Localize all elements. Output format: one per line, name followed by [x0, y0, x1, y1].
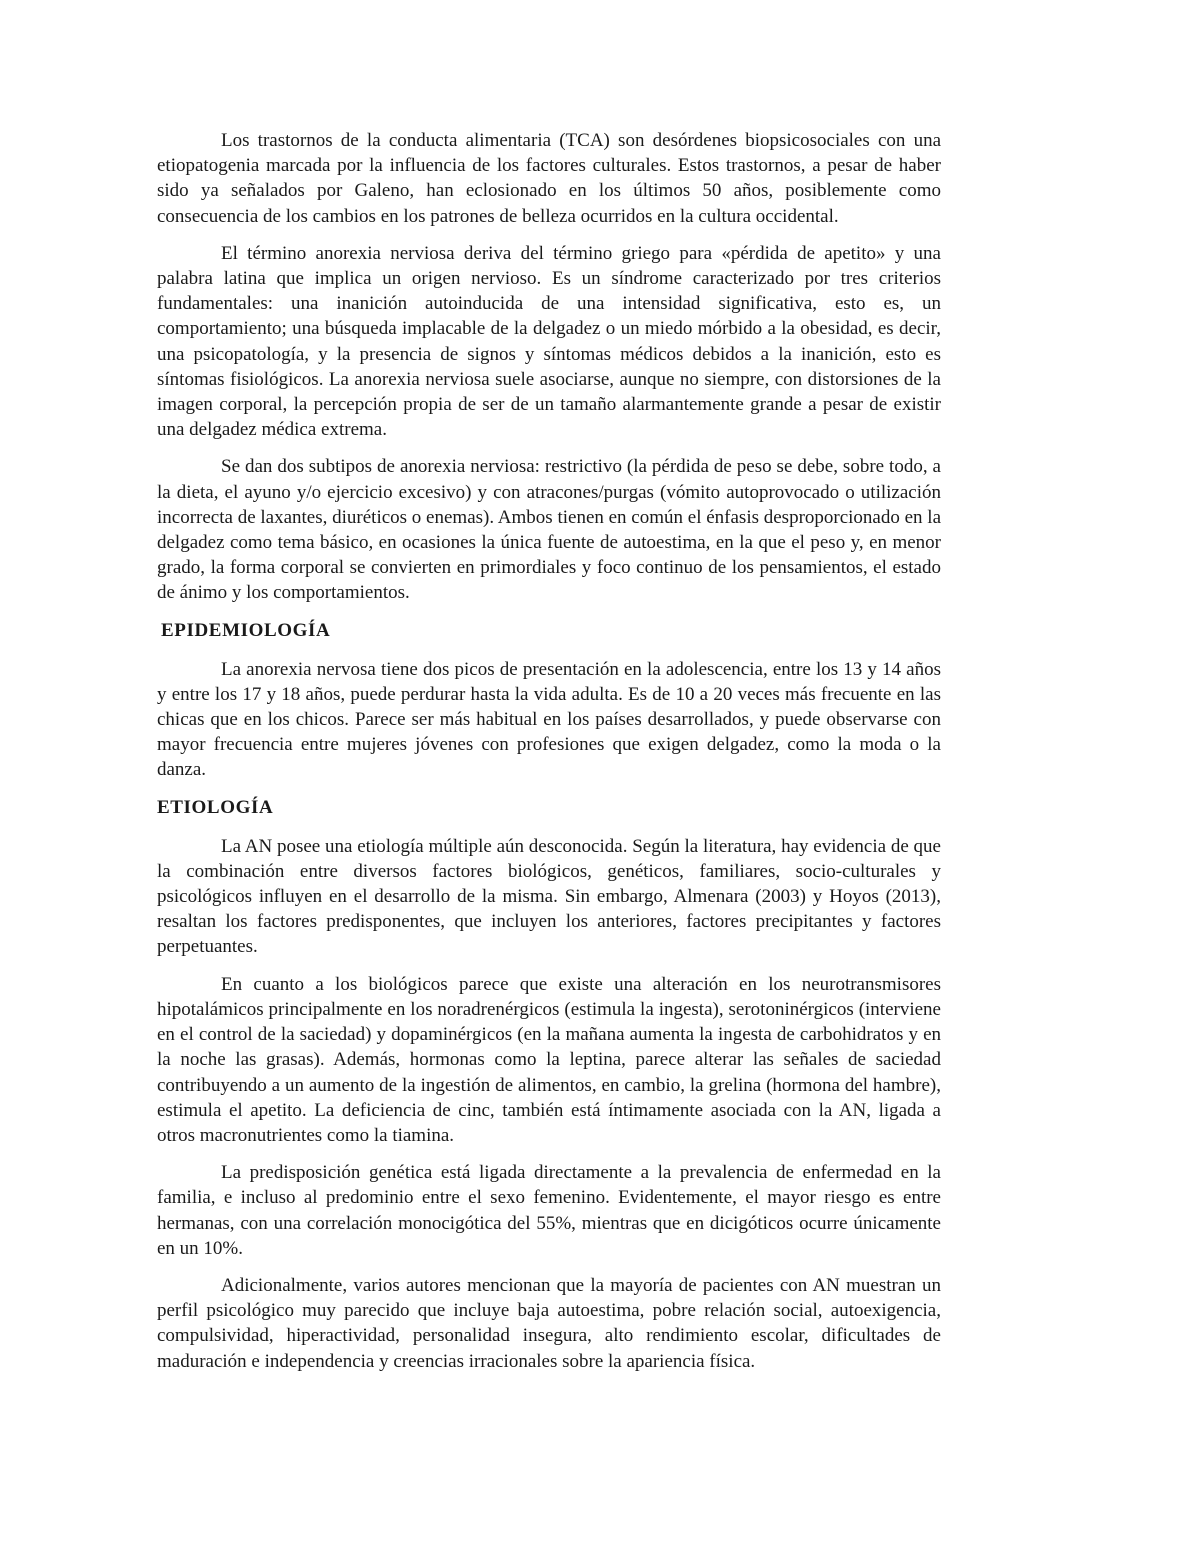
section-heading-epidemiologia: EPIDEMIOLOGÍA [161, 619, 331, 641]
intro-paragraph-2: El término anorexia nerviosa deriva del término griego para «pérdida de apetito» y una palabra latina que implica un origen nervioso. Es un síndrome caracterizado por tres criterios fundamentales: una inanición autoinducida de una intensidad significativa, esto es, un comportamiento; una búsqueda implacable de la delgadez o un miedo mórbido a la obesidad, es decir, una psicopatología, y la presencia de signos y síntomas médicos debidos a la inanición, esto es síntomas fisiológicos. La anorexia nerviosa suele asociarse, aunque no siempre, con distorsiones de la imagen corporal, la percepción propia de ser de un tamaño alarmantemente grande a pesar de existir una delgadez médica extrema. [157, 242, 941, 441]
section-heading-etiologia: ETIOLOGÍA [157, 796, 274, 818]
epidemiologia-paragraph-1: La anorexia nervosa tiene dos picos de presentación en la adolescencia, entre los 13 y 14 años y entre los 17 y 18 años, puede perdurar hasta la vida adulta. Es de 10 a 20 veces más frecuente en las chicas que en los chicos. Parece ser más habitual en los países desarrollados, y puede observarse con mayor frecuencia entre mujeres jóvenes con profesiones que exigen delgadez, como la moda o la danza. [157, 658, 941, 781]
etiologia-paragraph-2: En cuanto a los biológicos parece que existe una alteración en los neurotransmisores hipotalámicos principalmente en los noradrenérgicos (estimula la ingesta), serotoninérgicos (interviene en el control de la saciedad) y dopaminérgicos (en la mañana aumenta la ingesta de carbohidratos y en la noche las grasas). Además, hormonas como la leptina, parece alterar las señales de saciedad contribuyendo a un aumento de la ingestión de alimentos, en cambio, la grelina (hormona del hambre), estimula el apetito. La deficiencia de cinc, también está íntimamente asociada con la AN, ligada a otros macronutrientes como la tiamina. [157, 973, 941, 1146]
etiologia-paragraph-1: La AN posee una etiología múltiple aún desconocida. Según la literatura, hay evidencia de que la combinación entre diversos factores biológicos, genéticos, familiares, socio-culturales y psicológicos influyen en el desarrollo de la misma. Sin embargo, Almenara (2003) y Hoyos (2013), resaltan los factores predisponentes, que incluyen los anteriores, factores precipitantes y factores perpetuantes. [157, 835, 941, 958]
document-page [157, 128, 941, 1386]
etiologia-paragraph-3: La predisposición genética está ligada directamente a la prevalencia de enfermedad en la familia, e incluso al predominio entre el sexo femenino. Evidentemente, el mayor riesgo es entre hermanas, con una correlación monocigótica del 55%, mientras que en dicigóticos ocurre únicamente en un 10%. [157, 1162, 941, 1259]
etiologia-paragraph-4: Adicionalmente, varios autores mencionan que la mayoría de pacientes con AN muestran un perfil psicológico muy parecido que incluye baja autoestima, pobre relación social, autoexigencia, compulsividad, hiperactividad, personalidad insegura, alto rendimiento escolar, dificultades de maduración e independencia y creencias irracionales sobre la apariencia física. [157, 1274, 941, 1372]
intro-paragraph-3: Se dan dos subtipos de anorexia nerviosa: restrictivo (la pérdida de peso se debe, sobre todo, a la dieta, el ayuno y/o ejercicio excesivo) y con atracones/purgas (vómito autoprovocado o utilización incorrecta de laxantes, diuréticos o enemas). Ambos tienen en común el énfasis desproporcionado en la delgadez como tema básico, en ocasiones la única fuente de autoestima, en la que el peso y, en menor grado, la forma corporal se convierten en primordiales y foco continuo de los pensamientos, el estado de ánimo y los comportamientos. [157, 456, 942, 604]
intro-paragraph-1: Los trastornos de la conducta alimentaria (TCA) son desórdenes biopsicosociales con una etiopatogenia marcada por la influencia de los factores culturales. Estos trastornos, a pesar de haber sido ya señalados por Galeno, han eclosionado en los últimos 50 años, posiblemente como consecuencia de los cambios en los patrones de belleza ocurridos en la cultura occidental. [157, 130, 941, 227]
